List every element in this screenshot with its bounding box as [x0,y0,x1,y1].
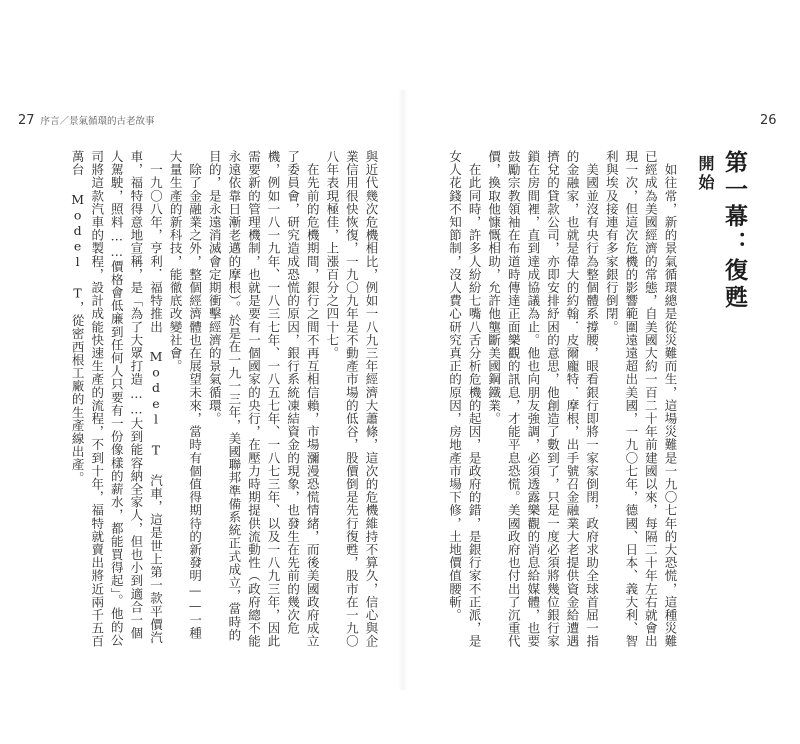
section-title: 開始 [696,155,715,193]
left-running-title: 序言／景氣循環的古老故事 [40,116,155,127]
right-running-head [760,113,777,128]
left-page [70,150,381,650]
right-page-body: 如往常，新的景氣循環總是從災難而生，這場災難是一九〇七年的大恐慌，這種災難已經成為美國經濟的常態，自美國大約一百二十年前建國以來，每隔二十年左右就會出現一次，但這次危機的影響範圍遠遠超出美國，一九〇七年，德國、日本、義大利、智利與埃及接連有多家銀行倒閉。 美國並沒有央行為整個體系撐腰，眼看銀行即將一家家倒閉，政府求助全球首屈一指的金融家，也就是偉大的約翰．皮爾龐特．摩根，出手號召金融業大老提供資金給遭遇擠兌的貸款公司，亦即安排紓困的意思，他創造了數到了，只是一度必須將幾位銀行家鎖在房間裡，直到達成協議為止。他也向朋友強調，必須透露樂觀的消息給媒體，也要鼓勵宗教領袖在布道時傳達正面樂觀的訊息，才能平息恐慌。美國政府也付出了沉重代價，換取他慷慨相助，允許他壟斷美國鋼鐵業。 在此同時，許多人紛紛七嘴八舌分析危機的起因，是政府的錯，是銀行家不正派，是女人花錢不知節制，沒人費心研究真正的原因，房地產市場下修，土地價值腰斬。 [447,150,678,648]
right-page [430,150,680,650]
left-running-head [18,113,155,128]
book-gutter [398,90,408,690]
right-page-number: 26 [760,113,777,128]
left-page-body: 與近代幾次危機相比，例如一八九三年經濟大蕭條，這次的危機維持不算久，信心與企業信用很快恢復，一九〇九年是不動產市場的低谷，股價倒是先行復甦，股市在一九〇八年表現極佳，上漲百分之四十七。 在先前的危機期間，銀行之間不再互相信賴，市場瀰漫恐慌情緒，而後美國政府成立了委員會，研究造成恐慌的原因，銀行系統凍結資金的現象，也發生在先前的幾次危機，例如一八一九年、一八三七年、一八五七年、一八七三年、以及一八九三年，因此需要新的管理機制，也就是要有一個國家的央行，在壓力時期提供流動性（政府總不能永遠依靠日漸老邁的摩根）。於是在一九一三年，美國聯邦準備系統正式成立，當時的目的，是永遠消滅會定期衝擊經濟的景氣循環。 除了金融業之外，整個經濟體也在展望未來，當時有個值得期待的新發明——一種大量生產的新科技，能徹底改變社會。 一九〇八年，亨利．福特推出 Model T 汽車，這是世上第一款平價汽車，福特得意地宣稱，是「為了大眾打造……大到能容納全家人，但也小到適合一個人駕駛，照料……價格會低廉到任何人只要有一份像樣的薪水，都能買得起」。他的公司將這款汽車的製程，設計成能快速生產的流程，不到十年，福特就賣出將近兩千五百萬台 Model T，從密西根工廠的生產線出產。 [70,150,379,648]
chapter-title: 第一幕：復甦 [721,150,747,312]
left-page-number: 27 [18,113,35,128]
